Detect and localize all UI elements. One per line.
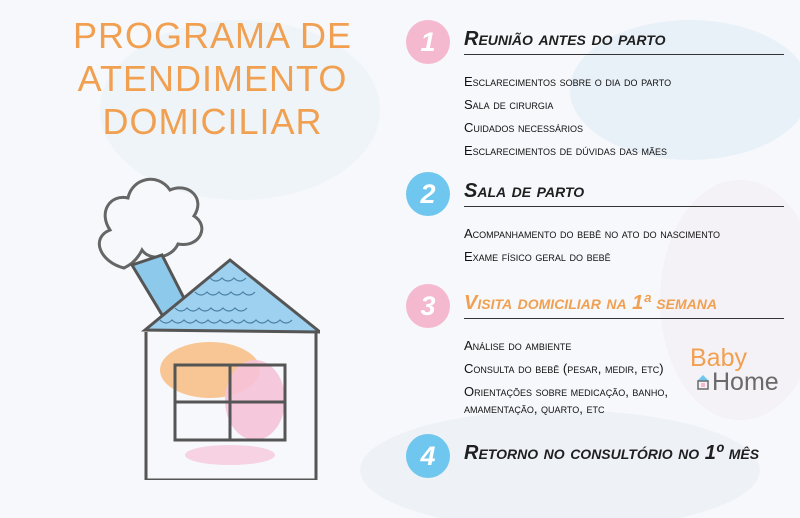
section-heading-3: Visita domiciliar na 1ª semana: [464, 292, 784, 319]
section-2-list: [464, 222, 720, 268]
list-item: Acompanhamento do bebê no ato do nascimento: [464, 226, 721, 241]
section-3-list: [464, 334, 668, 417]
section-1: [406, 20, 784, 160]
list-item: Sala de cirurgia: [464, 97, 554, 112]
house-illustration-icon: [80, 150, 320, 480]
list-item: Análise do ambiente: [464, 338, 572, 353]
step-number-2: 2: [406, 172, 450, 216]
section-heading-2: Sala de parto: [464, 180, 784, 207]
logo-line-2: Home: [712, 368, 779, 396]
step-number-1: 1: [406, 20, 450, 64]
list-item: Esclarecimentos sobre o dia do parto: [464, 74, 672, 89]
list-item: Cuidados necessários: [464, 120, 584, 135]
section-heading-1: Reunião antes do parto: [464, 28, 784, 55]
list-item: Orientações sobre medicação, banho,: [464, 384, 669, 399]
section-1-list: [464, 70, 671, 162]
title-line-1: PROGRAMA DE: [72, 15, 353, 56]
step-number-4: 4: [406, 434, 450, 478]
title-line-3: DOMICILIAR: [102, 101, 323, 142]
list-item: amamentação, quarto, etc: [464, 401, 605, 416]
page-title: [40, 14, 385, 143]
small-house-icon: [696, 374, 710, 390]
section-heading-4: Retorno no consultório no 1º mês: [464, 442, 760, 464]
list-item: Consulta do bebê (pesar, medir, etc): [464, 361, 664, 376]
baby-home-logo: [690, 346, 779, 394]
list-item: Esclarecimentos de dúvidas das mães: [464, 143, 667, 158]
list-item: Exame físico geral do bebê: [464, 249, 611, 264]
section-2: [406, 172, 784, 272]
logo-line-1: Baby: [690, 344, 747, 372]
section-4: [406, 434, 784, 484]
step-number-3: 3: [406, 284, 450, 328]
title-line-2: ATENDIMENTO: [77, 58, 348, 99]
